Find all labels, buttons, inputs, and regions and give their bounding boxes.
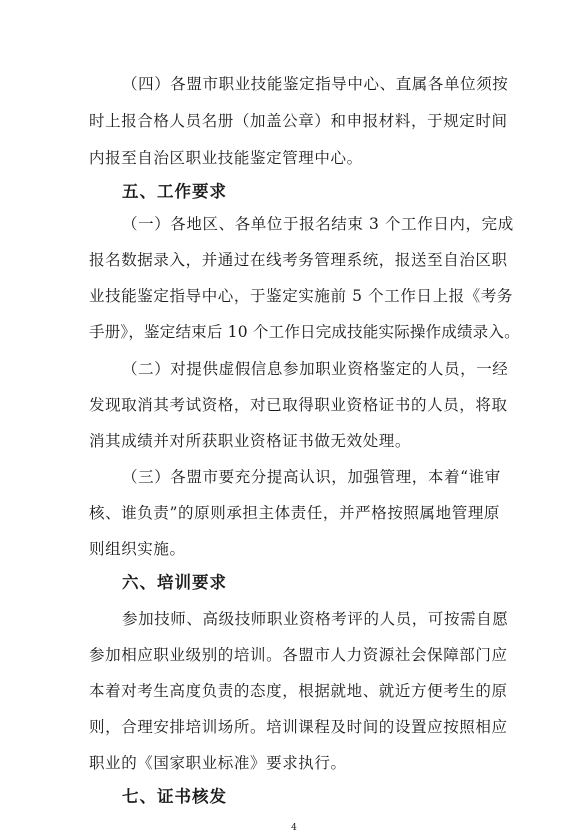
section-5-item-1-line-2: 报名数据录入，并通过在线考务管理系统，报送至自治区职 — [89, 251, 508, 269]
section-5-item-3-line-3: 则组织实施。 — [89, 540, 186, 558]
section-5-item-1-line-3: 业技能鉴定指导中心，于鉴定实施前 5 个工作日上报《考务 — [89, 287, 514, 305]
section-5-item-3-line-1: （三）各盟市要充分提高认识，加强管理，本着“谁审 — [122, 468, 501, 486]
section-6-heading: 六、培训要求 — [122, 573, 227, 592]
section-5-item-1-line-4: 手册》，鉴定结束后 10 个工作日完成技能实际操作成绩录入。 — [89, 323, 520, 341]
section-5-item-3-line-2: 核、谁负责”的原则承担主体责任，并严格按照属地管理原 — [89, 504, 501, 522]
section-5-item-2-line-2: 发现取消其考试资格，对已取得职业资格证书的人员，将取 — [89, 396, 508, 414]
paragraph-4-line-3: 内报至自治区职业技能鉴定管理中心。 — [89, 149, 363, 167]
paragraph-4-line-1: （四）各盟市职业技能鉴定指导中心、直属各单位须按 — [122, 75, 509, 93]
page-number: 4 — [291, 823, 297, 833]
paragraph-4-line-2: 时上报合格人员名册（加盖公章）和申报材料，于规定时间 — [89, 112, 508, 130]
section-6-line-5: 职业的《国家职业标准》要求执行。 — [89, 754, 347, 772]
section-6-line-4: 则，合理安排培训场所。培训课程及时间的设置应按照相应 — [89, 718, 508, 736]
section-5-heading: 五、工作要求 — [122, 182, 227, 201]
section-5-item-2-line-3: 消其成绩并对所获职业资格证书做无效处理。 — [89, 432, 412, 450]
section-7-heading: 七、证书核发 — [122, 787, 227, 806]
section-5-item-1-line-1: （一）各地区、各单位于报名结束 3 个工作日内，完成 — [122, 215, 514, 233]
section-6-line-1: 参加技师、高级技师职业资格考评的人员，可按需自愿 — [122, 610, 509, 628]
section-6-line-3: 本着对考生高度负责的态度，根据就地、就近方便考生的原 — [89, 682, 508, 700]
section-6-line-2: 参加相应职业级别的培训。各盟市人力资源社会保障部门应 — [89, 646, 508, 664]
section-5-item-2-line-1: （二）对提供虚假信息参加职业资格鉴定的人员，一经 — [122, 360, 509, 378]
